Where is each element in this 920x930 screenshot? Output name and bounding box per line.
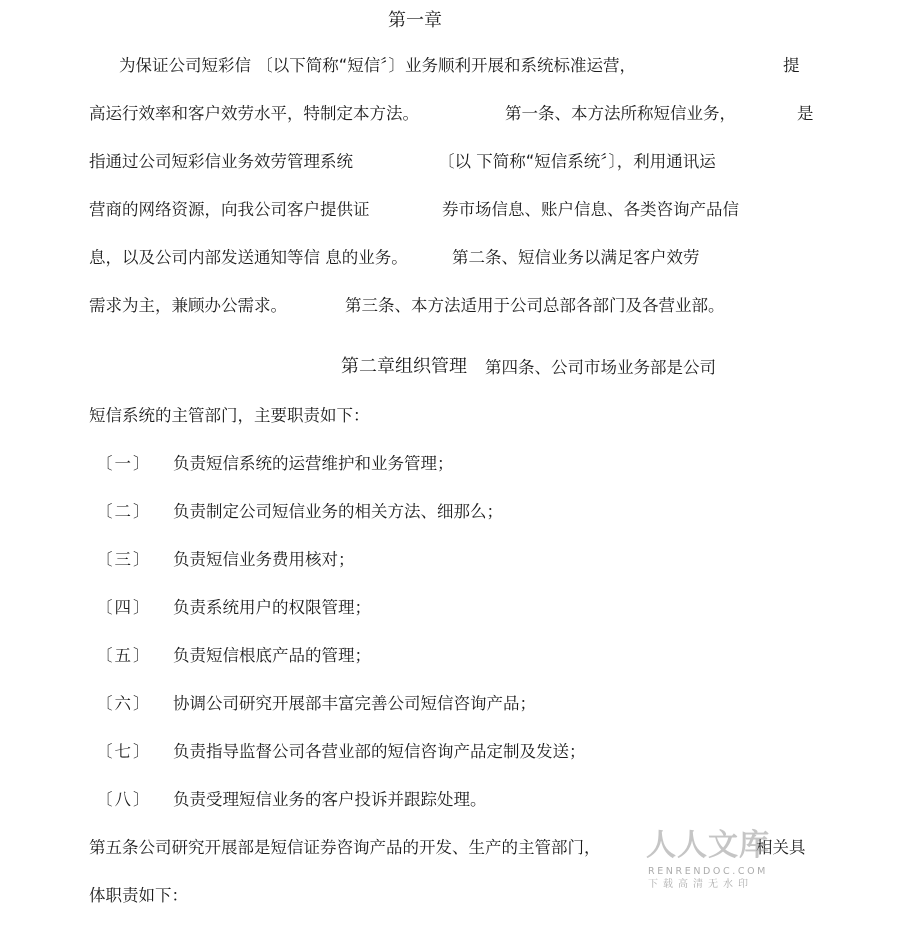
chapter-2-line bbox=[0, 356, 920, 380]
paragraph-1-line-4 bbox=[0, 199, 920, 221]
item-number: 〔三〕 bbox=[96, 550, 152, 569]
item-number: 〔四〕 bbox=[96, 598, 152, 617]
article-4-continued bbox=[89, 405, 370, 427]
text-segment: 指通过公司短彩信业务效劳管理系统 bbox=[89, 152, 353, 171]
item-number: 〔七〕 bbox=[96, 742, 152, 761]
item-number: 〔一〕 bbox=[96, 454, 152, 473]
chapter-1-title: 第一章 bbox=[388, 10, 442, 31]
text-segment: 是 bbox=[797, 104, 814, 123]
item-text: 负责短信业务费用核对； bbox=[173, 550, 355, 569]
text-segment: 相关具 bbox=[756, 838, 806, 857]
duty-item-3 bbox=[0, 549, 920, 571]
text-segment: 高运行效率和客户效劳水平，特制定本方法。 bbox=[89, 104, 419, 123]
watermark-main-text: 人人文库 bbox=[646, 828, 770, 863]
text-segment: 需求为主，兼顾办公需求。 bbox=[89, 296, 287, 315]
watermark-url-text: RENRENDOC.COM bbox=[648, 866, 768, 877]
item-number: 〔五〕 bbox=[96, 646, 152, 665]
paragraph-1-line-1 bbox=[0, 55, 920, 77]
text-segment: 〔以 下简称“短信系统〞〕，利用通讯运 bbox=[438, 152, 716, 171]
duty-item-8 bbox=[0, 789, 920, 811]
article-4-start: 第四条、公司市场业务部是公司 bbox=[485, 358, 716, 377]
chapter-2-heading: 第二章组织管理 bbox=[341, 356, 467, 377]
item-number: 〔二〕 bbox=[96, 502, 152, 521]
article-2-start: 第二条、短信业务以满足客户效劳 bbox=[452, 248, 700, 267]
item-text: 负责短信系统的运营维护和业务管理； bbox=[173, 454, 454, 473]
watermark-sub-text: 下载高清无水印 bbox=[648, 879, 753, 890]
text-segment: 营商的网络资源，向我公司客户提供证 bbox=[89, 200, 370, 219]
paragraph-1-line-2 bbox=[0, 103, 920, 125]
item-text: 负责系统用户的权限管理； bbox=[173, 598, 371, 617]
article-5-start: 第五条公司研究开展部是短信证券咨询产品的开发、生产的主管部门， bbox=[89, 838, 601, 857]
duty-item-5 bbox=[0, 645, 920, 667]
text-segment: 券市场信息、账户信息、各类咨询产品信 bbox=[442, 200, 739, 219]
item-text: 负责受理短信业务的客户投诉并跟踪处理。 bbox=[173, 790, 487, 809]
text-segment: 体职责如下： bbox=[89, 886, 188, 905]
article-3: 第三条、本方法适用于公司总部各部门及各营业部。 bbox=[345, 296, 725, 315]
text-segment: 短信系统的主管部门，主要职责如下： bbox=[89, 406, 370, 425]
item-text: 协调公司研究开展部丰富完善公司短信咨询产品； bbox=[173, 694, 536, 713]
article-5-line-1 bbox=[0, 837, 920, 859]
item-text: 负责指导监督公司各营业部的短信咨询产品定制及发送； bbox=[173, 742, 586, 761]
watermark-logo bbox=[646, 828, 780, 894]
item-number: 〔六〕 bbox=[96, 694, 152, 713]
paragraph-1-line-6 bbox=[0, 295, 920, 317]
duty-item-6 bbox=[0, 693, 920, 715]
paragraph-1-line-5 bbox=[0, 247, 920, 269]
text-segment: 为保证公司短彩信 〔以下简称“短信〞〕业务顺利开展和系统标准运营， bbox=[119, 56, 637, 75]
article-1-start: 第一条、本方法所称短信业务， bbox=[505, 104, 736, 123]
item-text: 负责制定公司短信业务的相关方法、细那么； bbox=[173, 502, 503, 521]
duty-item-7 bbox=[0, 741, 920, 763]
text-segment: 息，以及公司内部发送通知等信 息的业务。 bbox=[89, 248, 408, 267]
paragraph-1-line-3 bbox=[0, 151, 920, 173]
article-5-line-2 bbox=[89, 885, 188, 907]
duty-item-1 bbox=[0, 453, 920, 475]
duty-item-2 bbox=[0, 501, 920, 523]
item-number: 〔八〕 bbox=[96, 790, 152, 809]
chapter-1-heading bbox=[388, 10, 442, 32]
item-text: 负责短信根底产品的管理； bbox=[173, 646, 371, 665]
text-segment: 提 bbox=[783, 56, 800, 75]
duty-item-4 bbox=[0, 597, 920, 619]
